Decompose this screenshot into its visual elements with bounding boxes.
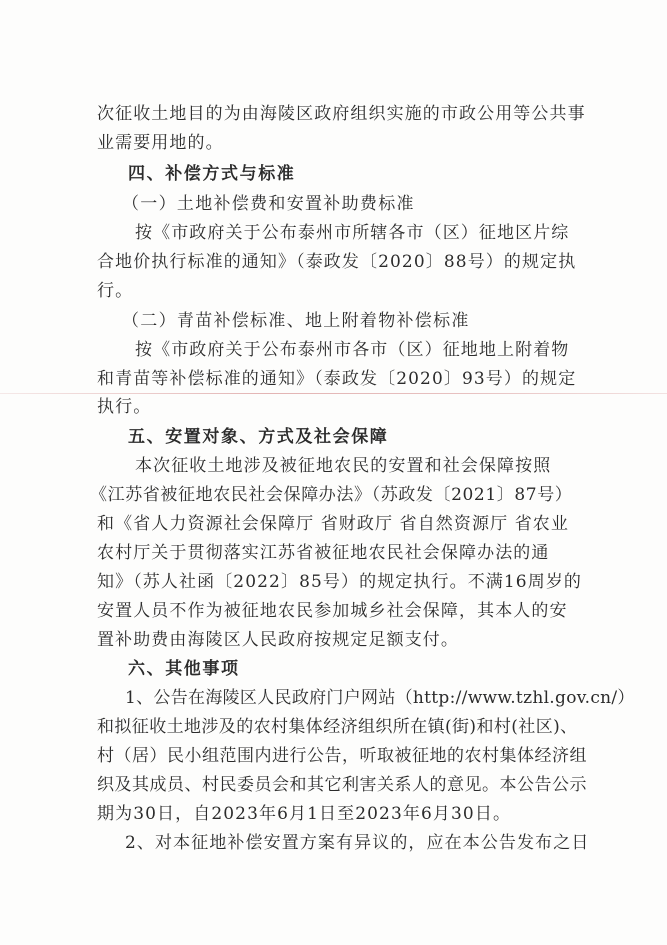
paragraph-line: 业需要用地的。	[97, 133, 224, 153]
paragraph-line: 织及其成员、村民委员会和其它利害关系人的意见。本公告公示	[97, 775, 587, 795]
paragraph-line: 农村厅关于贯彻落实江苏省被征地农民社会保障办法的通	[97, 543, 550, 563]
paragraph-line: 置补助费由海陵区人民政府按规定足额支付。	[97, 630, 459, 650]
paragraph-line: 和《省人力资源社会保障厅 省财政厅 省自然资源厅 省农业	[97, 514, 570, 534]
paragraph-line: 次征收土地目的为由海陵区政府组织实施的市政公用等公共事	[97, 104, 586, 124]
paragraph-line: 合地价执行标准的通知》（泰政发〔2020〕88号）的规定执	[97, 252, 577, 272]
section-heading-5: 五、安置对象、方式及社会保障	[128, 427, 389, 447]
paragraph-line: 《江苏省被征地农民社会保障办法》（苏政发〔2021〕87号）	[90, 485, 573, 505]
paragraph-line: 按《市政府关于公布泰州市各市（区）征地地上附着物	[135, 340, 570, 360]
paragraph-line: 本次征收土地涉及被征地农民的安置和社会保障按照	[135, 456, 552, 476]
section-heading-6: 六、其他事项	[128, 659, 240, 679]
page-fold-line	[0, 393, 667, 394]
paragraph-line: 按《市政府关于公布泰州市所辖各市（区）征地区片综	[135, 223, 570, 243]
paragraph-line: 2、对本征地补偿安置方案有异议的，应在本公告发布之日	[125, 833, 590, 853]
section-heading-4: 四、补偿方式与标准	[128, 164, 296, 184]
subsection-heading-4-1: （一）土地补偿费和安置补助费标准	[122, 194, 415, 214]
paragraph-line: 期为30日，自2023年6月1日至2023年6月30日。	[97, 804, 512, 824]
paragraph-line: 和拟征收土地涉及的农村集体经济组织所在镇(街)和村(社区)、	[97, 717, 578, 737]
paragraph-line: 和青苗等补偿标准的通知》（泰政发〔2020〕93号）的规定	[97, 369, 577, 389]
paragraph-line: 知》（苏人社函〔2022〕85号）的规定执行。不满16周岁的	[97, 572, 583, 592]
paragraph-line: 1、公告在海陵区人民政府门户网站（http://www.tzhl.gov.cn/）	[125, 688, 635, 708]
paragraph-line: 执行。	[97, 397, 152, 417]
paragraph-line: 村（居）民小组范围内进行公告，听取被征地的农村集体经济组	[97, 746, 587, 766]
subsection-heading-4-2: （二）青苗补偿标准、地上附着物补偿标准	[122, 311, 470, 331]
paragraph-line: 安置人员不作为被征地农民参加城乡社会保障，其本人的安	[97, 601, 568, 621]
paragraph-line: 行。	[97, 281, 134, 301]
